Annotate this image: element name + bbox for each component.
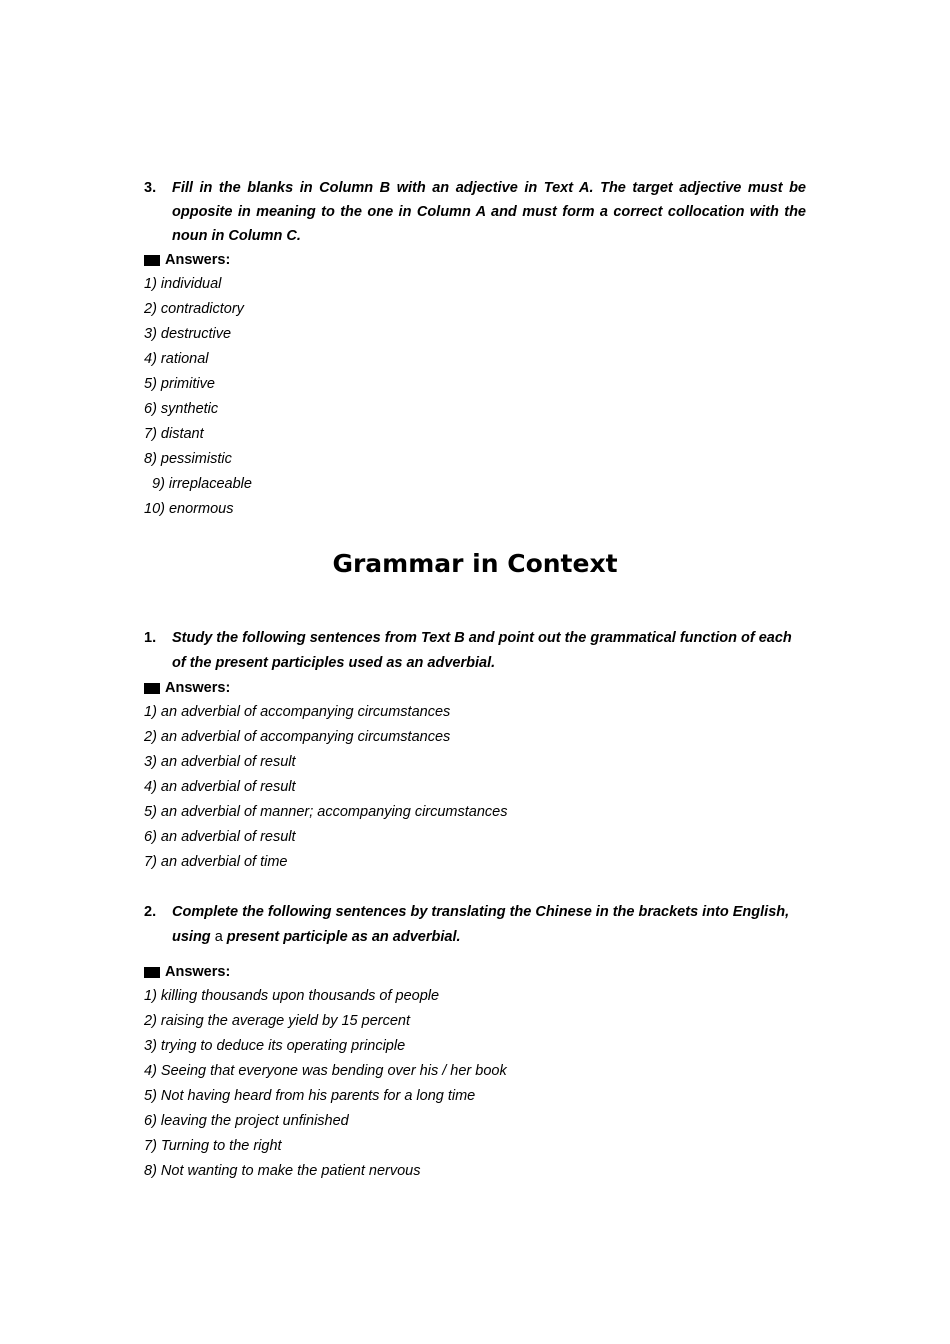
answer-item: 6) leaving the project unfinished bbox=[144, 1113, 349, 1129]
answers-label-text: Answers: bbox=[165, 252, 231, 268]
grammar-2-instruction-article: a bbox=[210, 929, 227, 945]
answer-item: 7) distant bbox=[144, 426, 204, 442]
grammar-1-question bbox=[144, 626, 806, 676]
grammar-2-answers-label bbox=[144, 960, 230, 984]
grammar-2-instruction bbox=[172, 900, 806, 950]
grammar-2-question bbox=[144, 900, 806, 950]
answer-item: 8) Not wanting to make the patient nervous bbox=[144, 1163, 421, 1179]
answer-item: 2) an adverbial of accompanying circumstances bbox=[144, 729, 451, 745]
grammar-1-number: 1. bbox=[144, 630, 157, 646]
answer-item: 4) rational bbox=[144, 351, 209, 367]
grammar-1-instruction: Study the following sentences from Text B and point out the grammatical function of each of the present participles used as an adverbial. bbox=[172, 630, 792, 671]
answers-label-text: Answers: bbox=[165, 680, 231, 696]
answer-item: 3) an adverbial of result bbox=[144, 754, 296, 770]
answer-item: 10) enormous bbox=[144, 501, 234, 517]
black-square-icon bbox=[144, 683, 160, 694]
answer-item: 6) synthetic bbox=[144, 401, 219, 417]
black-square-icon bbox=[144, 255, 160, 266]
section-title: Grammar in Context bbox=[332, 549, 618, 578]
exercise-3-answer-list bbox=[144, 272, 252, 522]
answer-item: 1) an adverbial of accompanying circumstances bbox=[144, 704, 451, 720]
answer-item: 3) trying to deduce its operating principle bbox=[144, 1038, 406, 1054]
grammar-2-instruction-part1: Complete the following sentences by translating the Chinese in the brackets into English, using bbox=[172, 904, 790, 945]
grammar-2-number: 2. bbox=[144, 904, 157, 920]
answer-item: 6) an adverbial of result bbox=[144, 829, 296, 845]
answer-item: 9) irreplaceable bbox=[152, 476, 252, 492]
answer-item: 5) Not having heard from his parents for a long time bbox=[144, 1088, 476, 1104]
answer-item: 5) primitive bbox=[144, 376, 215, 392]
exercise-3-question bbox=[144, 176, 806, 248]
grammar-1-answer-list bbox=[144, 700, 507, 875]
answer-item: 7) Turning to the right bbox=[144, 1138, 282, 1154]
answer-item: 4) an adverbial of result bbox=[144, 779, 296, 795]
answer-item: 1) killing thousands upon thousands of people bbox=[144, 988, 440, 1004]
answer-item: 2) contradictory bbox=[144, 301, 244, 317]
exercise-3-number: 3. bbox=[144, 180, 157, 196]
answer-item: 5) an adverbial of manner; accompanying circumstances bbox=[144, 804, 508, 820]
answer-item: 7) an adverbial of time bbox=[144, 854, 288, 870]
black-square-icon bbox=[144, 967, 160, 978]
answer-item: 4) Seeing that everyone was bending over his / her book bbox=[144, 1063, 507, 1079]
answer-item: 2) raising the average yield by 15 percent bbox=[144, 1013, 410, 1029]
grammar-2-instruction-part2: present participle as an adverbial. bbox=[226, 929, 461, 945]
exercise-3-instruction: Fill in the blanks in Column B with an adjective in Text A. The target adjective must be opposite in meaning to the one in Column A and must form a correct collocation with the noun in Column C. bbox=[172, 180, 806, 244]
answer-item: 8) pessimistic bbox=[144, 451, 232, 467]
exercise-3-answers-label bbox=[144, 248, 230, 272]
answers-label-text: Answers: bbox=[165, 964, 231, 980]
answer-item: 1) individual bbox=[144, 276, 222, 292]
grammar-2-answer-list bbox=[144, 984, 507, 1184]
answer-item: 3) destructive bbox=[144, 326, 232, 342]
grammar-1-answers-label bbox=[144, 676, 230, 700]
